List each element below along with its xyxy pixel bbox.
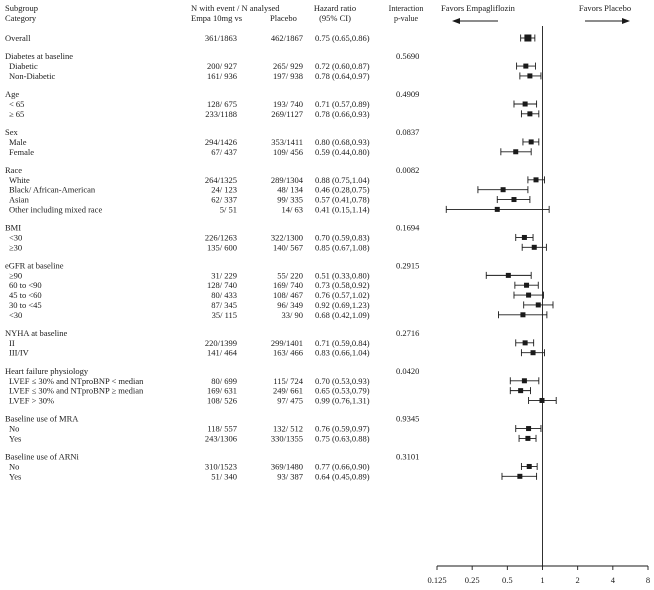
interaction-p-value: 0.0837 [396,127,420,138]
hazard-ratio-point [525,436,530,441]
category-label: ≥30 [9,242,23,253]
hazard-ratio-ci: 0.46 (0.28,0.75) [315,184,370,195]
placebo-events: 109/ 456 [273,146,303,157]
empa-events: 87/ 345 [211,299,237,310]
hazard-ratio-point [539,398,544,403]
empa-events: 80/ 699 [211,375,237,386]
header-interaction: Interaction [388,4,424,13]
hazard-ratio-point [529,139,534,144]
favors-empagliflozin-arrowhead [452,18,460,24]
empa-events: 31/ 229 [211,270,237,281]
hazard-ratio-ci: 0.70 (0.53,0.93) [315,375,370,386]
x-tick-label: 0.5 [502,575,513,585]
table-rows [5,33,420,481]
hazard-ratio-point [522,235,527,240]
category-label: Male [9,136,27,147]
interaction-p-value: 0.1694 [396,222,420,233]
hazard-ratio-ci: 0.75 (0.63,0.88) [315,433,370,444]
hazard-ratio-ci: 0.76 (0.59,0.97) [315,423,370,434]
hazard-ratio-ci: 0.68 (0.42,1.09) [315,309,370,320]
plot-area [427,26,650,585]
hazard-ratio-point [523,101,528,106]
header-empa: Empa 10mg vs [191,13,242,23]
favors-empagliflozin-label: Favors Empagliflozin [441,3,515,13]
hazard-ratio-ci: 0.59 (0.44,0.80) [315,146,370,157]
category-label: Other including mixed race [9,204,103,215]
hazard-ratio-ci: 0.64 (0.45,0.89) [315,471,370,482]
category-label: Overall [5,33,31,43]
category-label: Asian [9,194,29,205]
empa-events: 108/ 526 [207,395,237,406]
interaction-p-value: 0.0420 [396,365,420,376]
hazard-ratio-point [526,293,531,298]
category-label: <30 [9,309,23,320]
hazard-ratio-point [531,350,536,355]
header-p-value: p-value [394,14,418,23]
placebo-events: 140/ 567 [273,242,303,253]
placebo-events: 96/ 349 [277,299,303,310]
subgroup-label: Heart failure physiology [5,365,89,376]
x-tick-label: 1 [540,575,545,585]
empa-events: 80/ 433 [211,290,237,301]
category-label: Female [9,146,35,157]
empa-events: 62/ 337 [211,194,237,205]
hazard-ratio-point [523,64,528,69]
empa-events: 128/ 740 [207,280,237,291]
hazard-ratio-ci: 0.80 (0.68,0.93) [315,136,370,147]
category-label: Black/ African-American [9,184,96,195]
placebo-events: 322/1300 [270,232,303,243]
hazard-ratio-point [526,426,531,431]
header-subgroup: Subgroup [5,3,39,13]
interaction-p-value: 0.5690 [396,51,420,62]
placebo-events: 97/ 475 [277,395,303,406]
category-label: ≥ 65 [9,108,25,119]
hazard-ratio-point [511,197,516,202]
placebo-events: 169/ 740 [273,280,303,291]
empa-events: 220/1399 [204,337,237,348]
empa-events: 67/ 437 [211,146,237,157]
category-label: Non-Diabetic [9,70,56,81]
hazard-ratio-ci: 0.76 (0.57,1.02) [315,290,370,301]
empa-events: 24/ 123 [211,184,237,195]
x-tick-label: 8 [645,575,651,585]
hazard-ratio-point [527,73,532,78]
empa-events: 233/1188 [205,108,237,119]
subgroup-label: Race [5,164,22,175]
empa-events: 361/1863 [204,33,237,43]
hazard-ratio-ci: 0.78 (0.66,0.93) [315,108,370,119]
favors-placebo-arrowhead [622,18,630,24]
category-label: ≥90 [9,270,23,281]
placebo-events: 330/1355 [270,433,303,444]
hazard-ratio-ci: 0.70 (0.59,0.83) [315,232,370,243]
hazard-ratio-point [513,149,518,154]
x-tick-label: 0.25 [464,575,480,585]
hazard-ratio-ci: 0.71 (0.59,0.84) [315,337,370,348]
placebo-events: 14/ 63 [281,204,303,215]
interaction-p-value: 0.2716 [396,328,420,339]
hazard-ratio-point [534,177,539,182]
placebo-events: 33/ 90 [281,309,303,320]
empa-events: 226/1263 [204,232,237,243]
hazard-ratio-ci: 0.92 (0.69,1.23) [315,299,370,310]
category-label: No [9,461,20,472]
favors-placebo-label: Favors Placebo [578,3,632,13]
category-label: White [9,174,30,185]
x-tick-label: 4 [610,575,615,585]
category-label: <30 [9,232,23,243]
interaction-p-value: 0.0082 [396,164,420,175]
x-tick-label: 2 [575,575,580,585]
hazard-ratio-ci: 0.65 (0.53,0.79) [315,385,370,396]
hazard-ratio-point [522,378,527,383]
hazard-ratio-ci: 0.51 (0.33,0.80) [315,270,370,281]
category-label: 60 to <90 [9,280,42,291]
subgroup-label: Baseline use of ARNi [5,451,79,462]
category-label: III/IV [9,347,29,358]
subgroup-label: Baseline use of MRA [5,413,79,424]
placebo-events: 108/ 467 [273,290,303,301]
subgroup-label: NYHA at baseline [5,328,68,339]
empa-events: 243/1306 [204,433,237,444]
empa-events: 5/ 51 [219,204,237,215]
empa-events: 35/ 115 [211,309,237,320]
empa-events: 118/ 557 [207,423,237,434]
placebo-events: 197/ 938 [273,70,303,81]
hazard-ratio-ci: 0.83 (0.66,1.04) [315,347,370,358]
x-tick-label: 0.125 [427,575,447,585]
placebo-events: 93/ 387 [277,471,303,482]
category-label: < 65 [9,98,25,109]
empa-events: 135/ 600 [207,242,237,253]
header-ci: (95% CI) [319,13,351,23]
category-label: LVEF ≤ 30% and NTproBNP ≥ median [9,385,144,396]
placebo-events: 299/1401 [270,337,303,348]
empa-events: 128/ 675 [207,98,237,109]
hazard-ratio-ci: 0.99 (0.76,1.31) [315,395,370,406]
header-hazard-ratio: Hazard ratio [313,3,357,13]
hazard-ratio-point [536,302,541,307]
category-label: 30 to <45 [9,299,42,310]
hazard-ratio-point [523,340,528,345]
placebo-events: 353/1411 [271,136,303,147]
table-header [5,3,631,24]
empa-events: 141/ 464 [207,347,237,358]
empa-events: 51/ 340 [211,471,237,482]
empa-events: 200/ 927 [207,61,237,72]
subgroup-label: Age [5,89,20,100]
header-category: Category [5,13,37,23]
category-label: Yes [9,471,22,482]
hazard-ratio-ci: 0.78 (0.64,0.97) [315,70,370,81]
hazard-ratio-ci: 0.75 (0.65,0.86) [315,33,370,43]
subgroup-label: Diabetes at baseline [5,51,73,62]
category-label: LVEF ≤ 30% and NTproBNP < median [9,375,144,386]
hazard-ratio-point [517,474,522,479]
placebo-events: 132/ 512 [273,423,303,434]
placebo-events: 249/ 661 [273,385,303,396]
category-label: Diabetic [9,61,38,72]
hazard-ratio-point [520,312,525,317]
hazard-ratio-point [501,187,506,192]
hazard-ratio-point [524,283,529,288]
empa-events: 294/1426 [204,136,237,147]
header-n-events: N with event / N analysed [191,3,280,13]
placebo-events: 115/ 724 [273,375,303,386]
hazard-ratio-ci: 0.41 (0.15,1.14) [315,204,370,215]
hazard-ratio-ci: 0.88 (0.75,1.04) [315,174,370,185]
hazard-ratio-point [518,388,523,393]
hazard-ratio-point [524,35,531,42]
interaction-p-value: 0.9345 [396,413,420,424]
placebo-events: 99/ 335 [277,194,303,205]
category-label: II [9,337,15,348]
interaction-p-value: 0.3101 [396,451,420,462]
hazard-ratio-ci: 0.72 (0.60,0.87) [315,61,370,72]
interaction-p-value: 0.2915 [396,260,420,271]
hazard-ratio-ci: 0.85 (0.67,1.08) [315,242,370,253]
hazard-ratio-ci: 0.57 (0.41,0.78) [315,194,370,205]
category-label: LVEF > 30% [9,395,55,406]
hazard-ratio-ci: 0.73 (0.58,0.92) [315,280,370,291]
subgroup-label: eGFR at baseline [5,260,64,271]
category-label: 45 to <60 [9,290,42,301]
hazard-ratio-point [527,464,532,469]
hazard-ratio-point [527,111,532,116]
placebo-events: 193/ 740 [273,98,303,109]
placebo-events: 289/1304 [270,174,303,185]
hazard-ratio-point [532,245,537,250]
placebo-events: 163/ 466 [273,347,303,358]
empa-events: 310/1523 [204,461,237,472]
empa-events: 169/ 631 [207,385,237,396]
header-placebo: Placebo [270,13,297,23]
empa-events: 161/ 936 [207,70,237,81]
empa-events: 264/1325 [204,174,237,185]
placebo-events: 369/1480 [270,461,303,472]
placebo-events: 265/ 929 [273,61,303,72]
placebo-events: 462/1867 [270,33,303,43]
placebo-events: 55/ 220 [277,270,303,281]
category-label: Yes [9,433,22,444]
subgroup-label: BMI [5,222,22,233]
subgroup-label: Sex [5,127,18,138]
hazard-ratio-point [495,207,500,212]
hazard-ratio-ci: 0.71 (0.57,0.89) [315,98,370,109]
hazard-ratio-point [506,273,511,278]
placebo-events: 269/1127 [271,108,303,119]
placebo-events: 48/ 134 [277,184,303,195]
category-label: No [9,423,20,434]
hazard-ratio-ci: 0.77 (0.66,0.90) [315,461,370,472]
interaction-p-value: 0.4909 [396,89,420,100]
